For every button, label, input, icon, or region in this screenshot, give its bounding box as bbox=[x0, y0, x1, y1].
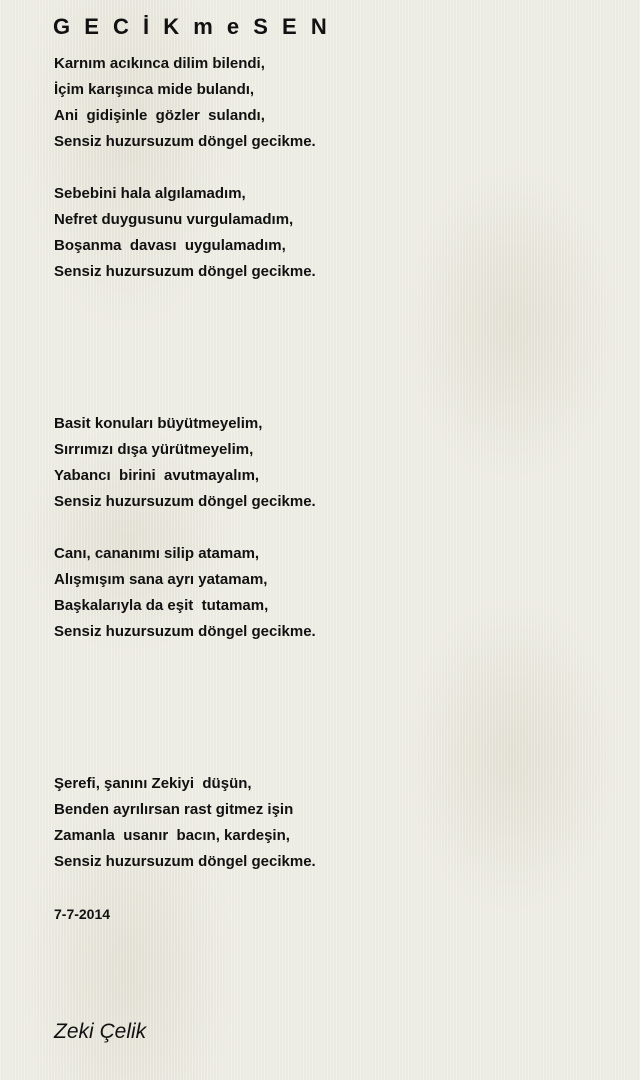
poem-line: Ani gidişinle gözler sulandı, bbox=[54, 107, 265, 124]
poem-line: Sebebini hala algılamadım, bbox=[54, 185, 246, 202]
stanza-3 bbox=[54, 411, 316, 515]
poem-line: Şerefi, şanını Zekiyi düşün, bbox=[54, 775, 252, 792]
poem-line: Karnım acıkınca dilim bilendi, bbox=[54, 55, 265, 72]
poem-line: Nefret duygusunu vurgulamadım, bbox=[54, 211, 294, 228]
poem-line: Sensiz huzursuzum döngel gecikme. bbox=[54, 133, 316, 150]
poem-title: G E C İ K m e S E N bbox=[53, 14, 331, 39]
stanza-1 bbox=[54, 51, 316, 155]
poem-line: Sırrımızı dışa yürütmeyelim, bbox=[54, 441, 254, 458]
poem-line: Başkalarıyla da eşit tutamam, bbox=[54, 597, 269, 614]
poem-line: Basit konuları büyütmeyelim, bbox=[54, 415, 263, 432]
poem-line: Yabancı birini avutmayalım, bbox=[54, 467, 260, 484]
poem-line: Benden ayrılırsan rast gitmez işin bbox=[54, 801, 294, 818]
poem-line: İçim karışınca mide bulandı, bbox=[54, 81, 255, 98]
stanza-2 bbox=[54, 181, 316, 285]
poem-line: Canı, cananımı silip atamam, bbox=[54, 545, 260, 562]
poem-line: Zamanla usanır bacın, kardeşin, bbox=[54, 827, 290, 844]
poem-line: Sensiz huzursuzum döngel gecikme. bbox=[54, 623, 316, 640]
author-signature: Zeki Çelik bbox=[54, 1020, 147, 1043]
poem-date: 7-7-2014 bbox=[54, 906, 111, 922]
poem-line: Alışmışım sana ayrı yatamam, bbox=[54, 571, 268, 588]
poem-line: Sensiz huzursuzum döngel gecikme. bbox=[54, 493, 316, 510]
poem-line: Sensiz huzursuzum döngel gecikme. bbox=[54, 853, 316, 870]
poem-line: Sensiz huzursuzum döngel gecikme. bbox=[54, 263, 316, 280]
stanza-4 bbox=[54, 541, 316, 645]
poem-line: Boşanma davası uygulamadım, bbox=[54, 237, 286, 254]
stanza-5 bbox=[54, 771, 316, 875]
